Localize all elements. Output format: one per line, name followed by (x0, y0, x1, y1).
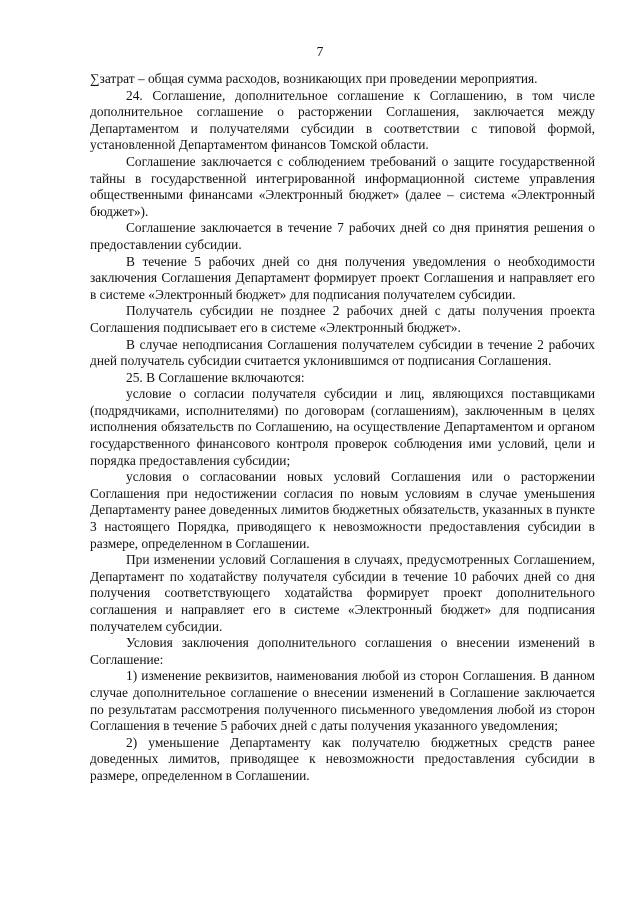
page-number: 7 (316, 44, 324, 59)
paragraph-25-includes: 25. В Соглашение включаются: (126, 369, 305, 385)
paragraph-sum-definition: ∑затрат – общая сумма расходов, возникающих при проведении мероприятия. (90, 71, 538, 86)
paragraph-conclusion-term: Соглашение заключается в течение 7 рабочих дней со дня принятия решения о предоставлении субсидии. (90, 220, 595, 252)
paragraph-amendment-conditions: Условия заключения дополнительного соглашения о внесении изменений в Соглашение: (90, 635, 595, 667)
paragraph-electronic-budget: Соглашение заключается с соблюдением требований о защите государственной тайны в государственной интегрированной информационной системе управления общественными финансами «Электронный бюджет» (далее – система «Электронный бюджет»). (90, 153, 595, 219)
paragraph-amendment-procedure: При изменении условий Соглашения в случаях, предусмотренных Соглашением, Департамент по ходатайству получателя субсидии в течение 10 рабочих дней со дня получения соответствующего ходатайства формирует проект дополнительного соглашения и направляет его в системе «Электронный бюджет» для подписания получателем субсидии. (90, 552, 595, 634)
paragraph-new-terms-condition: условия о согласовании новых условий Соглашения или о расторжении Соглашения при недостижении согласия по новым условиям в случае уменьшения Департаменту ранее доведенных лимитов бюджетных обязательств, указанных в пункте 3 настоящего Порядка, приводящего к невозможности предоставления субсидии в размере, определенном в Соглашении. (90, 469, 595, 551)
paragraph-condition-2: 2) уменьшение Департаменту как получателю бюджетных средств ранее доведенных лимитов, приводящее к невозможности предоставления субсидии в размере, определенном в Соглашении. (90, 734, 595, 783)
paragraph-signing-term: Получатель субсидии не позднее 2 рабочих дней с даты получения проекта Соглашения подписывает его в системе «Электронный бюджет». (90, 303, 595, 335)
paragraph-non-signing: В случае неподписания Соглашения получателем субсидии в течение 2 рабочих дней получатель субсидии считается уклонившимся от подписания Соглашения. (90, 336, 595, 369)
document-body (90, 71, 595, 785)
paragraph-consent-condition: условие о согласии получателя субсидии и лиц, являющихся поставщиками (подрядчиками, исполнителями) по договорам (соглашениям), заключенным в целях исполнения обязательств по Соглашению, на осуществление Департаментом и органом государственного финансового контроля проверок соблюдения ими условий, цели и порядка предоставления субсидии; (90, 386, 595, 468)
paragraph-draft-formation: В течение 5 рабочих дней со дня получения уведомления о необходимости заключения Соглашения Департамент формирует проект Соглашения и направляет его в системе «Электронный бюджет» для подписания получателем субсидии. (90, 253, 595, 302)
paragraph-24-agreement: 24. Соглашение, дополнительное соглашение к Соглашению, в том числе дополнительное соглашение о расторжении Соглашения, заключается между Департаментом и получателями субсидии в соответствии с типовой формой, установленной Департаментом финансов Томской области. (90, 87, 595, 153)
paragraph-condition-1: 1) изменение реквизитов, наименования любой из сторон Соглашения. В данном случае дополнительное соглашение о внесении изменений в Соглашение заключается по результатам рассмотрения полученного письменного уведомления любой из сторон Соглашения в течение 5 рабочих дней с даты получения указанного уведомления; (90, 668, 595, 734)
